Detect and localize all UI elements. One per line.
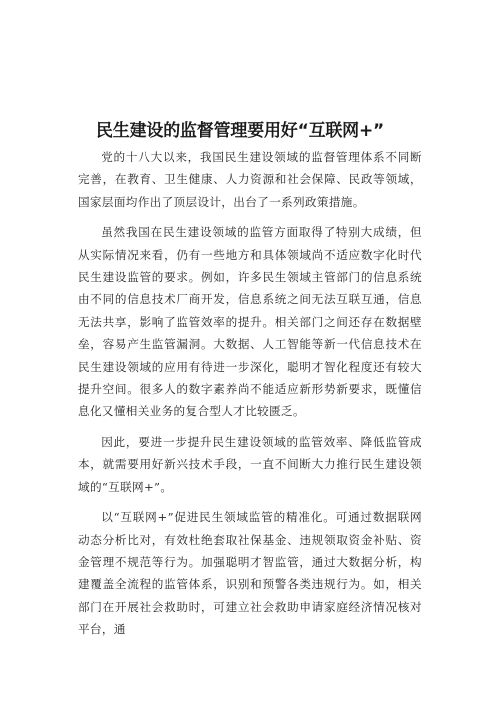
paragraph: 虽然我国在民生建设领域的监管方面取得了特别大成绩，但从实际情况来看，仍有一些地方和具体领域尚不适应数字化时代民生建设监管的要求。例如，许多民生领域主管部门的信息系统由不同的信息技术厂商开发，信息系统之间无法互联互通，信息无法共享，影响了监管效率的提升。相关部门之间还存在数据壁垒，容易产生监管漏洞。大数据、人工智能等新一代信息技术在民生建设领域的应用有待进一步深化，聪明才智化程度还有较大提升空间。很多人的数字素养尚不能适应新形势新要求，既懂信息化又懂相关业务的复合型人才比较匮乏。 [78, 225, 422, 419]
paragraph: 党的十八大以来，我国民生建设领域的监督管理体系不同断完善，在教育、卫生健康、人力资源和社会保障、民政等领域，国家层面均作出了顶层设计，出台了一系列政策措施。 [78, 150, 422, 209]
paragraph: 因此，要进一步提升民生建设领域的监管效率、降低监管成本，就需要用好新兴技术手段，一直不间断大力推行民生建设领域的“互联网+”。 [78, 434, 422, 494]
document-body [78, 146, 422, 649]
document-title: 民生建设的监督管理要用好“互联网+” [96, 121, 384, 141]
paragraph: 以“互联网+”促进民生领域监管的精准化。可通过数据联网动态分析比对，有效杜绝套取社保基金、违规领取资金补贴、资金管理不规范等行为。加强聪明才智监管，通过大数据分析，构建覆盖全流程的监管体系，识别和预警各类违规行为。如，相关部门在开展社会救助时，可建立社会救助申请家庭经济情况核对平台，通 [78, 510, 422, 637]
